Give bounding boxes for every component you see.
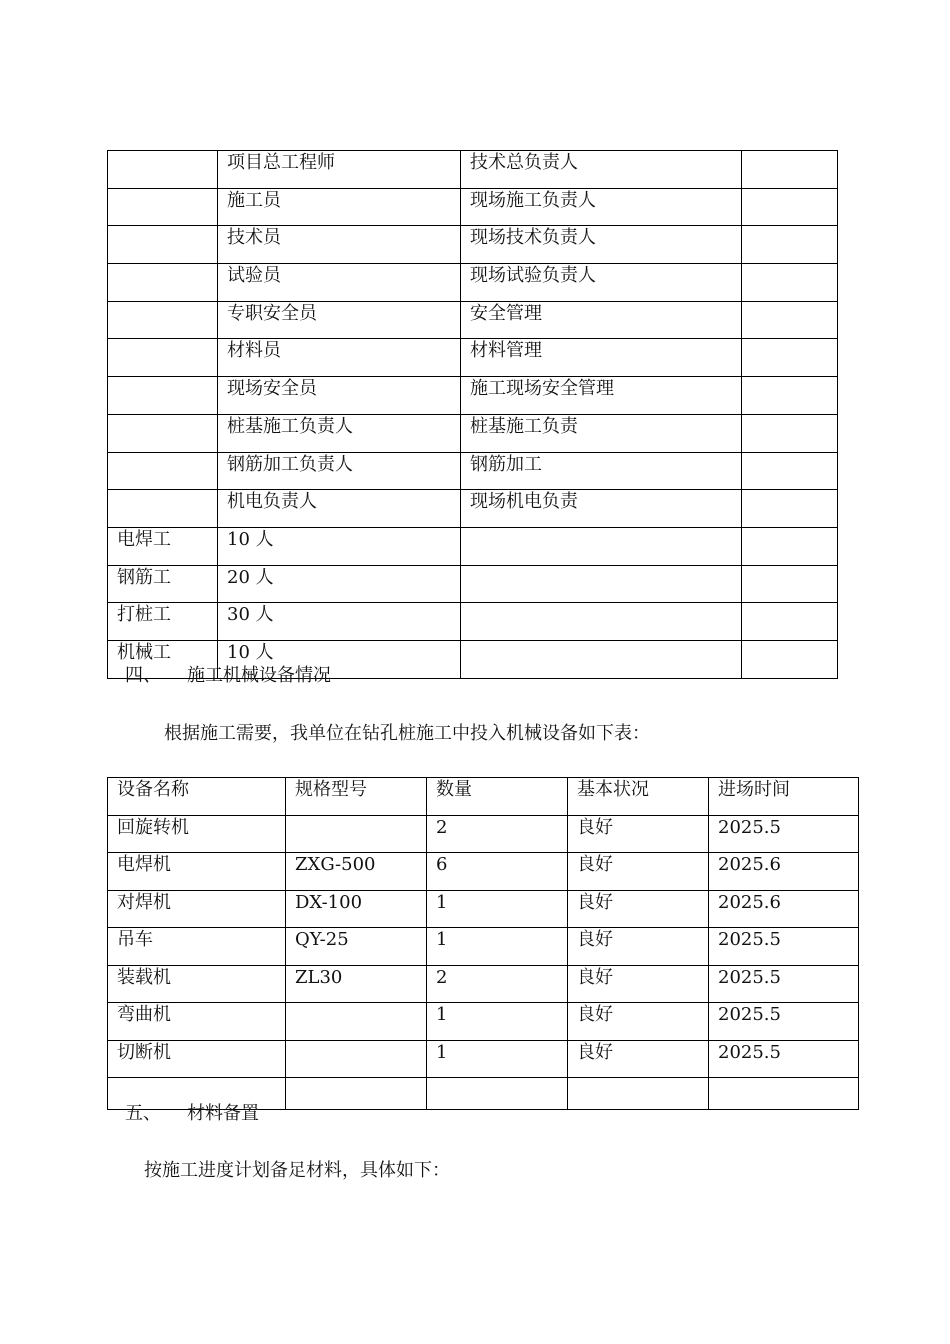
staff-cell (461, 603, 742, 641)
equipment-cell (286, 1078, 427, 1110)
equipment-cell: 切断机 (108, 1040, 286, 1078)
equipment-cell: 2025.5 (709, 1040, 859, 1078)
equipment-table-body (108, 815, 859, 1110)
equipment-cell: 良好 (568, 928, 709, 966)
equipment-cell: 吊车 (108, 928, 286, 966)
staff-cell (461, 640, 742, 678)
staff-cell (742, 264, 838, 302)
staff-cell: 试验员 (218, 264, 461, 302)
equipment-row (108, 965, 859, 1003)
equipment-cell (568, 1078, 709, 1110)
staff-cell: 桩基施工负责 (461, 414, 742, 452)
equipment-cell: 1 (427, 928, 568, 966)
staff-cell: 打桩工 (108, 603, 218, 641)
equipment-cell: 对焊机 (108, 890, 286, 928)
equipment-cell: 良好 (568, 1040, 709, 1078)
staff-cell: 电焊工 (108, 527, 218, 565)
equipment-cell: 良好 (568, 815, 709, 853)
staff-cell (742, 490, 838, 528)
equipment-cell (709, 1078, 859, 1110)
staff-cell: 安全管理 (461, 301, 742, 339)
staff-table (107, 150, 838, 679)
equipment-cell: 良好 (568, 1003, 709, 1041)
section-4-heading (125, 665, 331, 687)
equipment-cell: 2025.5 (709, 1003, 859, 1041)
staff-row (108, 264, 838, 302)
equipment-header-row (108, 778, 859, 816)
staff-cell: 现场机电负责 (461, 490, 742, 528)
equipment-row (108, 928, 859, 966)
staff-cell: 机电负责人 (218, 490, 461, 528)
staff-row (108, 414, 838, 452)
staff-cell (108, 301, 218, 339)
equipment-cell: ZL30 (286, 965, 427, 1003)
staff-cell: 材料员 (218, 339, 461, 377)
equipment-column-header: 进场时间 (709, 778, 859, 816)
staff-cell (742, 527, 838, 565)
staff-cell (108, 264, 218, 302)
equipment-cell: 良好 (568, 853, 709, 891)
staff-cell: 钢筋加工 (461, 452, 742, 490)
equipment-cell: ZXG-500 (286, 853, 427, 891)
staff-cell (108, 452, 218, 490)
equipment-row (108, 1040, 859, 1078)
staff-cell: 钢筋加工负责人 (218, 452, 461, 490)
staff-cell (108, 188, 218, 226)
equipment-column-header: 规格型号 (286, 778, 427, 816)
staff-cell: 30 人 (218, 603, 461, 641)
equipment-row (108, 815, 859, 853)
staff-cell (108, 226, 218, 264)
section-4-title: 施工机械设备情况 (187, 665, 331, 686)
staff-cell: 10 人 (218, 640, 461, 678)
equipment-cell (427, 1078, 568, 1110)
staff-row (108, 452, 838, 490)
staff-row (108, 603, 838, 641)
staff-cell: 钢筋工 (108, 565, 218, 603)
equipment-table (107, 777, 859, 1110)
equipment-cell (286, 1040, 427, 1078)
staff-row (108, 377, 838, 415)
equipment-cell: 良好 (568, 890, 709, 928)
section-5-title: 材料备置 (187, 1103, 259, 1124)
equipment-cell: 2 (427, 815, 568, 853)
equipment-cell: 2025.6 (709, 853, 859, 891)
staff-cell: 施工员 (218, 188, 461, 226)
staff-cell (742, 603, 838, 641)
equipment-column-header: 基本状况 (568, 778, 709, 816)
staff-cell (108, 490, 218, 528)
equipment-cell: 2 (427, 965, 568, 1003)
staff-cell (742, 188, 838, 226)
equipment-row (108, 1003, 859, 1041)
staff-cell (742, 414, 838, 452)
staff-cell (108, 151, 218, 189)
staff-row (108, 151, 838, 189)
staff-cell (742, 377, 838, 415)
staff-row (108, 339, 838, 377)
staff-cell (108, 339, 218, 377)
equipment-cell: 6 (427, 853, 568, 891)
equipment-cell: 1 (427, 890, 568, 928)
equipment-row (108, 890, 859, 928)
staff-row (108, 226, 838, 264)
staff-cell (742, 452, 838, 490)
section-4-paragraph: 根据施工需要，我单位在钻孔桩施工中投入机械设备如下表： (164, 723, 650, 744)
equipment-cell (286, 1003, 427, 1041)
staff-cell (742, 226, 838, 264)
staff-cell: 桩基施工负责人 (218, 414, 461, 452)
staff-cell: 现场试验负责人 (461, 264, 742, 302)
equipment-cell: 回旋转机 (108, 815, 286, 853)
staff-cell (742, 640, 838, 678)
staff-cell: 项目总工程师 (218, 151, 461, 189)
equipment-cell: 装载机 (108, 965, 286, 1003)
section-5-number: 五、 (125, 1103, 161, 1124)
staff-cell (108, 414, 218, 452)
staff-cell (108, 377, 218, 415)
section-5-paragraph: 按施工进度计划备足材料，具体如下： (144, 1160, 450, 1181)
equipment-row (108, 853, 859, 891)
equipment-column-header: 数量 (427, 778, 568, 816)
staff-cell: 施工现场安全管理 (461, 377, 742, 415)
equipment-cell: 2025.5 (709, 928, 859, 966)
staff-table-body (108, 151, 838, 679)
staff-cell: 10 人 (218, 527, 461, 565)
section-5-heading (125, 1103, 259, 1125)
staff-cell: 技术总负责人 (461, 151, 742, 189)
staff-cell: 20 人 (218, 565, 461, 603)
equipment-cell: 2025.5 (709, 815, 859, 853)
equipment-cell: 2025.6 (709, 890, 859, 928)
staff-row (108, 301, 838, 339)
staff-cell (461, 565, 742, 603)
staff-cell: 现场技术负责人 (461, 226, 742, 264)
equipment-cell: QY-25 (286, 928, 427, 966)
equipment-cell: DX-100 (286, 890, 427, 928)
staff-cell: 技术员 (218, 226, 461, 264)
staff-cell (742, 301, 838, 339)
staff-cell (742, 339, 838, 377)
equipment-table-header (108, 778, 859, 816)
staff-row (108, 188, 838, 226)
equipment-cell: 2025.5 (709, 965, 859, 1003)
equipment-cell: 1 (427, 1003, 568, 1041)
staff-cell (742, 565, 838, 603)
staff-cell: 材料管理 (461, 339, 742, 377)
staff-row (108, 490, 838, 528)
staff-row (108, 527, 838, 565)
staff-cell: 现场施工负责人 (461, 188, 742, 226)
section-4-number: 四、 (125, 665, 161, 686)
equipment-cell: 1 (427, 1040, 568, 1078)
equipment-cell: 电焊机 (108, 853, 286, 891)
staff-row (108, 565, 838, 603)
equipment-cell: 弯曲机 (108, 1003, 286, 1041)
staff-cell (461, 527, 742, 565)
staff-cell: 机械工 (108, 640, 218, 678)
staff-cell: 专职安全员 (218, 301, 461, 339)
equipment-cell: 良好 (568, 965, 709, 1003)
equipment-cell (286, 815, 427, 853)
equipment-column-header: 设备名称 (108, 778, 286, 816)
staff-cell (742, 151, 838, 189)
staff-cell: 现场安全员 (218, 377, 461, 415)
